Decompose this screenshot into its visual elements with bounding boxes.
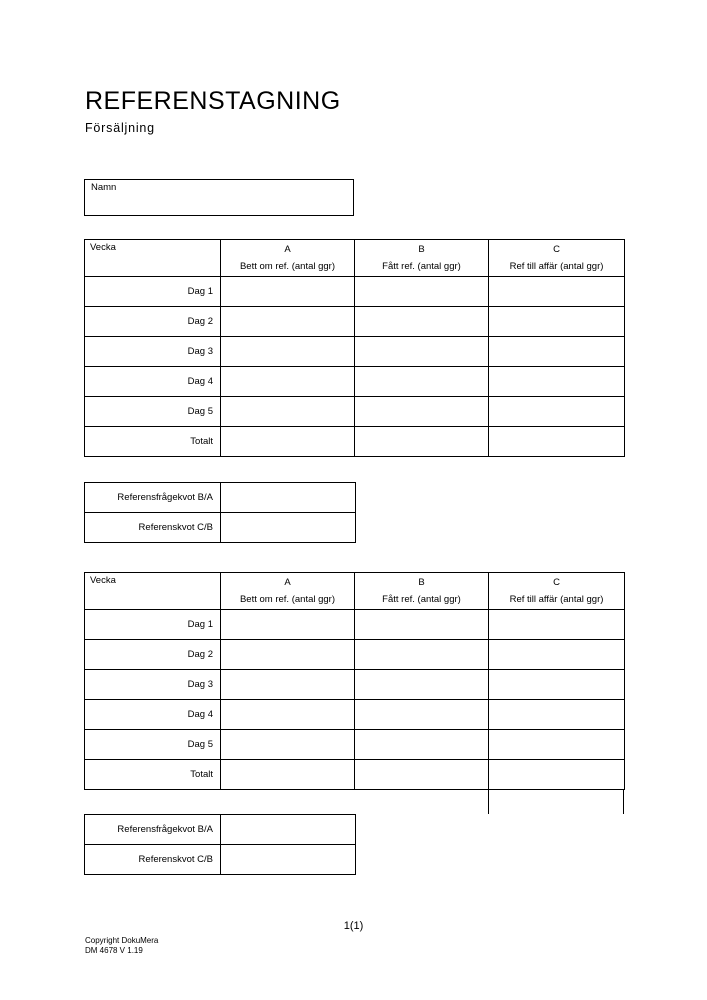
entry-cell[interactable]	[355, 700, 489, 730]
table-row	[85, 640, 625, 670]
table-row	[85, 610, 625, 640]
table-row	[85, 815, 356, 845]
row-label: Dag 4	[85, 700, 221, 730]
ratio-table-2	[84, 814, 356, 875]
entry-cell[interactable]	[489, 307, 625, 337]
entry-cell[interactable]	[489, 730, 625, 760]
column-letter: A	[284, 244, 291, 255]
table-row	[85, 337, 625, 367]
entry-cell[interactable]	[221, 397, 355, 427]
entry-cell[interactable]	[355, 397, 489, 427]
ratio-label: Referenskvot C/B	[85, 513, 221, 543]
column-header-b	[355, 573, 489, 610]
entry-cell[interactable]	[489, 277, 625, 307]
column-header-c	[489, 240, 625, 277]
entry-cell[interactable]	[355, 760, 489, 790]
week-label: Vecka	[90, 575, 116, 586]
table-row	[85, 307, 625, 337]
entry-cell[interactable]	[489, 700, 625, 730]
column-desc: Bett om ref. (antal ggr)	[239, 261, 336, 272]
entry-cell[interactable]	[221, 760, 355, 790]
week-label-cell[interactable]	[85, 240, 221, 277]
row-label: Dag 5	[85, 730, 221, 760]
table-divider	[623, 790, 624, 814]
entry-cell[interactable]	[221, 337, 355, 367]
footer-copyright: Copyright DokuMera	[85, 936, 159, 945]
row-label: Dag 3	[85, 337, 221, 367]
table-row	[85, 670, 625, 700]
row-label: Totalt	[85, 427, 221, 457]
entry-cell[interactable]	[355, 730, 489, 760]
column-letter: B	[418, 577, 425, 588]
entry-cell[interactable]	[489, 427, 625, 457]
table-row	[85, 427, 625, 457]
entry-cell[interactable]	[221, 670, 355, 700]
entry-cell[interactable]	[221, 845, 356, 875]
table-row	[85, 730, 625, 760]
entry-cell[interactable]	[221, 427, 355, 457]
entry-cell[interactable]	[355, 277, 489, 307]
entry-cell[interactable]	[489, 640, 625, 670]
entry-cell[interactable]	[355, 640, 489, 670]
column-desc: Bett om ref. (antal ggr)	[239, 594, 336, 605]
table-row	[85, 483, 356, 513]
column-letter: B	[418, 244, 425, 255]
document-title: REFERENSTAGNING	[85, 87, 341, 115]
row-label: Dag 2	[85, 640, 221, 670]
row-label: Dag 1	[85, 277, 221, 307]
entry-cell[interactable]	[221, 730, 355, 760]
entry-cell[interactable]	[489, 760, 625, 790]
week-table-1	[84, 239, 625, 457]
column-header-a	[221, 573, 355, 610]
entry-cell[interactable]	[221, 815, 356, 845]
column-header-b	[355, 240, 489, 277]
entry-cell[interactable]	[355, 427, 489, 457]
entry-cell[interactable]	[221, 640, 355, 670]
row-label: Dag 5	[85, 397, 221, 427]
ratio-table-1	[84, 482, 356, 543]
week-label: Vecka	[90, 242, 116, 253]
entry-cell[interactable]	[489, 397, 625, 427]
entry-cell[interactable]	[489, 337, 625, 367]
table-row	[85, 513, 356, 543]
row-label: Dag 4	[85, 367, 221, 397]
entry-cell[interactable]	[355, 337, 489, 367]
column-header-a	[221, 240, 355, 277]
name-field[interactable]	[84, 179, 354, 216]
name-label: Namn	[91, 182, 117, 193]
table-row	[85, 700, 625, 730]
table-row	[85, 397, 625, 427]
entry-cell[interactable]	[221, 513, 356, 543]
column-letter: C	[553, 244, 560, 255]
table-divider	[488, 790, 489, 814]
column-desc: Ref till affär (antal ggr)	[509, 594, 604, 605]
entry-cell[interactable]	[221, 483, 356, 513]
column-header-c	[489, 573, 625, 610]
entry-cell[interactable]	[221, 307, 355, 337]
column-letter: A	[284, 577, 291, 588]
table-row	[85, 845, 356, 875]
column-desc: Ref till affär (antal ggr)	[509, 261, 604, 272]
ratio-label: Referensfrågekvot B/A	[85, 483, 221, 513]
entry-cell[interactable]	[489, 670, 625, 700]
ratio-label: Referenskvot C/B	[85, 845, 221, 875]
row-label: Dag 2	[85, 307, 221, 337]
entry-cell[interactable]	[355, 610, 489, 640]
entry-cell[interactable]	[355, 367, 489, 397]
page-number: 1(1)	[343, 920, 364, 932]
row-label: Dag 3	[85, 670, 221, 700]
document-subtitle: Försäljning	[85, 121, 155, 135]
week-table-2	[84, 572, 625, 790]
entry-cell[interactable]	[221, 367, 355, 397]
entry-cell[interactable]	[221, 277, 355, 307]
entry-cell[interactable]	[221, 610, 355, 640]
entry-cell[interactable]	[355, 307, 489, 337]
table-row	[85, 367, 625, 397]
week-label-cell[interactable]	[85, 573, 221, 610]
table-row	[85, 277, 625, 307]
footer	[85, 936, 158, 956]
footer-doc-id: DM 4678 V 1.19	[85, 946, 143, 955]
column-desc: Fått ref. (antal ggr)	[382, 594, 461, 605]
ratio-label: Referensfrågekvot B/A	[85, 815, 221, 845]
entry-cell[interactable]	[221, 700, 355, 730]
row-label: Totalt	[85, 760, 221, 790]
entry-cell[interactable]	[489, 610, 625, 640]
entry-cell[interactable]	[489, 367, 625, 397]
column-letter: C	[553, 577, 560, 588]
row-label: Dag 1	[85, 610, 221, 640]
column-desc: Fått ref. (antal ggr)	[382, 261, 461, 272]
table-row	[85, 760, 625, 790]
entry-cell[interactable]	[355, 670, 489, 700]
